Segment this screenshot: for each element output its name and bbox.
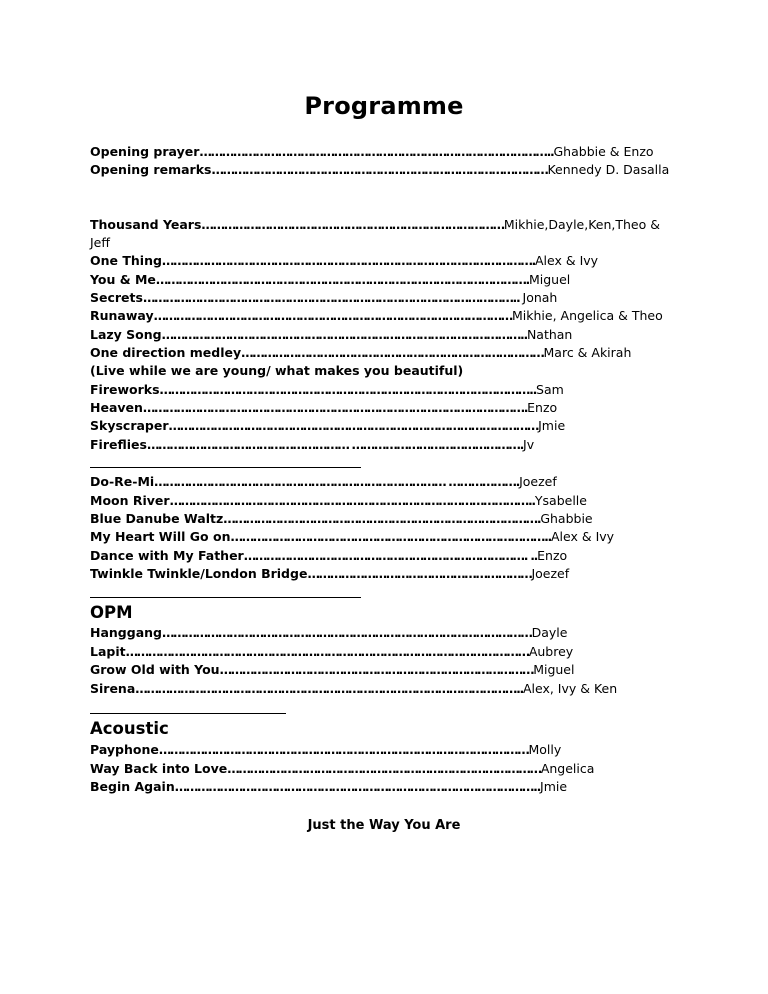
item-performer: Sam [536,382,564,397]
list-item [90,289,557,307]
item-name: Way Back into Love [90,761,228,776]
item-name: Blue Danube Waltz [90,511,224,526]
list-item [90,271,570,289]
item-performer: Alex, Ivy & Ken [522,681,618,696]
item-performer: Alex & Ivy [534,253,599,268]
list-item [90,547,567,565]
item-performer: Aubrey [528,644,574,659]
item-leader-dots: ………………………………………………………………………………………. [161,253,535,268]
list-item [90,624,567,642]
item-performer: Joezef [531,566,570,581]
item-leader-dots: ………………………………………………………………………………………. [155,272,529,287]
page-title: Programme [304,92,464,120]
list-item [90,778,567,796]
list-item [90,473,557,491]
item-leader-dots: …………………………………………………………………… ………………. [154,474,520,489]
item-leader-dots: ……………………………………………………………………………………….. [159,382,537,397]
item-name: Thousand Years [90,217,202,232]
item-leader-dots: …………………………………………………………………………………….. [161,327,527,342]
section-divider [90,467,361,468]
item-performer: Marc & Akirah [543,345,632,360]
list-item [90,307,663,325]
item-name: Grow Old with You [90,662,220,677]
list-item [90,381,564,399]
item-leader-dots: …………………………………………………………………………………….. [174,779,541,794]
item-name: Sirena [90,681,136,696]
item-leader-dots: ………………………………………………………………………………………….. [135,681,523,696]
item-performer: Enzo [537,548,568,563]
item-name: Skyscraper [90,418,169,433]
item-name: One direction medley [90,345,242,360]
list-item [90,326,572,344]
item-performer: Jonah [522,290,558,305]
finale-song: Just the Way You Are [307,818,461,833]
item-name: Fireworks [90,382,160,397]
item-performer: Alex & Ivy [551,529,615,544]
list-item [90,344,631,362]
item-name: Hanggang [90,625,162,640]
item-leader-dots: ……………………………………………………………………… [201,217,504,232]
item-leader-dots: ……………………………………………………………………………… [211,162,548,177]
item-name: Moon River [90,493,170,508]
item-name: Opening prayer [90,144,200,159]
list-item [90,661,574,679]
item-leader-dots: ………………………………………………………………………….. [230,529,551,544]
item-leader-dots: …………………………………………………………………………………… [153,308,513,323]
list-item [90,417,565,435]
item-name: Lapit [90,644,126,659]
item-performer: Jv [523,437,535,452]
item-name: Opening remarks [90,162,212,177]
item-name: Heaven [90,400,143,415]
item-leader-dots: ……………………………………………………………………………………… [168,418,539,433]
list-item [90,161,669,179]
item-leader-dots: ……………………………………………………………………………………….. [142,290,523,305]
item-leader-dots: ………………………………………………………………………… [219,662,534,677]
list-item [90,436,534,454]
item-performer: Enzo [527,400,558,415]
item-performer: Jmie [538,418,566,433]
item-name: Secrets [90,290,143,305]
medley-note: (Live while we are young/ what makes you beautiful) [90,363,464,378]
list-item [90,643,573,661]
list-item [90,234,110,252]
item-performer: Mikhie,Dayle,Ken,Theo & [503,217,660,232]
section-divider [90,597,361,598]
item-leader-dots: ……………………………………………………………………………………… [158,742,529,757]
item-performer: Ghabbie [540,511,593,526]
item-name: Payphone [90,742,159,757]
item-performer: Miguel [528,272,571,287]
item-performer: Ghabbie & Enzo [553,144,654,159]
item-leader-dots: …………………………………………………………………………………………. [142,400,528,415]
list-item [90,252,598,270]
item-leader-dots: ………………………………………………………………………………….. [199,144,554,159]
item-performer: Miguel [533,662,575,677]
list-item [90,760,594,778]
section-heading-opm: OPM [90,603,133,622]
item-performer: Angelica [540,761,595,776]
item-leader-dots: …………………………………………………………………. .. [243,548,538,563]
item-performer-continued: Jeff [90,235,110,250]
list-item [90,399,557,417]
item-leader-dots: …………………………………………………………………………………….. [169,493,535,508]
list-item [90,680,617,698]
item-name: Runaway [90,308,154,323]
list-item [90,216,660,234]
item-name: You & Me [90,272,156,287]
item-leader-dots: …………………………………………………………………………. [223,511,541,526]
item-performer: Kennedy D. Dasalla [547,162,670,177]
item-name: Do-Re-Mi [90,474,155,489]
item-performer: Jmie [540,779,568,794]
list-item [90,510,593,528]
list-item [90,528,614,546]
item-leader-dots: ……………………………………………………………………… [241,345,544,360]
section-divider [90,713,286,714]
item-performer: Joezef [519,474,557,489]
item-performer: Dayle [531,625,568,640]
list-item [90,143,654,161]
item-name: Dance with My Father [90,548,244,563]
list-item [90,565,569,583]
item-performer: Nathan [526,327,573,342]
item-name: One Thing [90,253,162,268]
list-item [90,492,587,510]
section-heading-acoustic: Acoustic [90,719,169,738]
item-name: Lazy Song [90,327,162,342]
item-performer: Mikhie, Angelica & Theo [512,308,663,323]
item-leader-dots: ……………………………………………………………………………………………… [125,644,529,659]
list-item [90,741,561,759]
item-name: Fireflies [90,437,147,452]
item-leader-dots: …………………………………………………… [307,566,532,581]
item-name: Begin Again [90,779,175,794]
item-name: My Heart Will Go on [90,529,231,544]
item-performer: Molly [528,742,562,757]
item-leader-dots: ……………………………………………………………………………………… [161,625,532,640]
item-leader-dots: ……………………………………………… ………………………………………. [146,437,524,452]
item-name: Twinkle Twinkle/London Bridge [90,566,308,581]
item-performer: Ysabelle [534,493,587,508]
item-leader-dots: ………………………………………………………………………… [227,761,541,776]
